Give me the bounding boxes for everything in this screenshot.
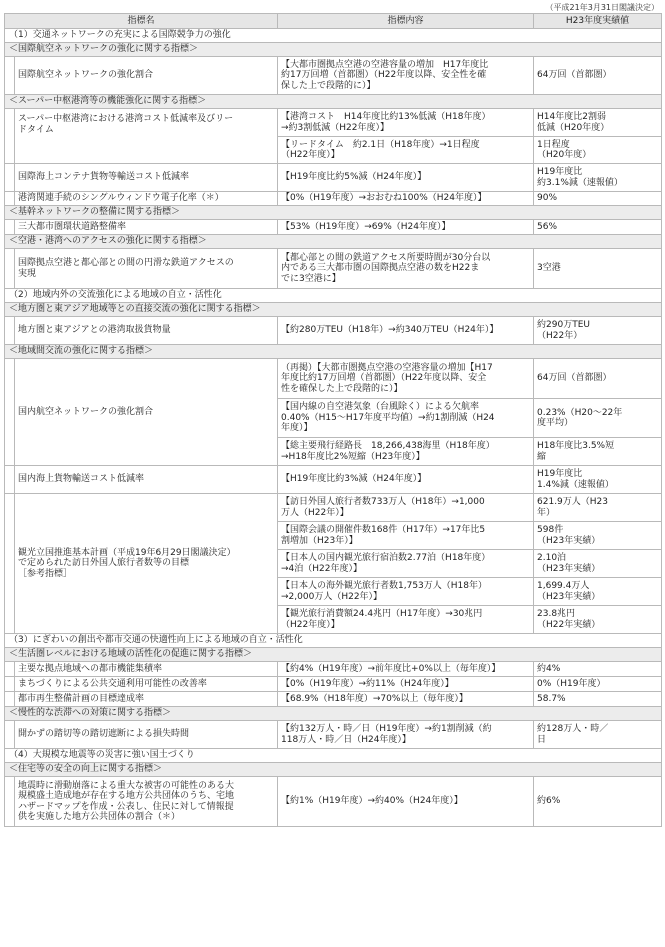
indent-cell bbox=[5, 692, 15, 707]
text-line: 1,699.4万人 bbox=[537, 581, 590, 591]
indent-cell bbox=[5, 359, 15, 466]
indicator-name bbox=[15, 249, 278, 289]
indent-cell bbox=[5, 662, 15, 677]
indicator-value: 0%（H19年度） bbox=[534, 677, 662, 692]
indicator-content: 【68.9%（H18年度）→70%以上（毎年度）】 bbox=[278, 692, 534, 707]
text-line: 供を実施した地方公共団体の割合（＊） bbox=[18, 812, 181, 822]
indicator-content bbox=[278, 57, 534, 95]
text-line: H14年度比2割弱 bbox=[537, 112, 606, 122]
text-line: で定められた訪日外国人旅行者数等の目標 bbox=[18, 558, 190, 569]
subsection-title: ＜スーパー中枢港湾等の機能強化に関する指標＞ bbox=[5, 95, 662, 109]
table-row bbox=[5, 466, 662, 494]
section-row bbox=[5, 634, 662, 648]
indicators-table bbox=[4, 13, 662, 827]
table-row bbox=[5, 109, 662, 137]
table-row bbox=[5, 721, 662, 749]
indicator-content bbox=[278, 550, 534, 578]
subsection-row bbox=[5, 763, 662, 777]
text-line: 2.10泊 bbox=[537, 553, 567, 563]
text-line: 0.23%（H20～22年 bbox=[537, 407, 623, 418]
text-line: 621.9万人（H23 bbox=[537, 497, 609, 507]
indicator-name bbox=[15, 494, 278, 634]
header-name: 指標名 bbox=[5, 14, 278, 29]
text-line: 23.8兆円 bbox=[537, 609, 576, 619]
table-row bbox=[5, 220, 662, 235]
indicator-name: まちづくりによる公共交通利用可能性の改善率 bbox=[15, 677, 278, 692]
text-line: ドタイム bbox=[18, 124, 54, 135]
indicator-value bbox=[534, 721, 662, 749]
indent-cell bbox=[5, 721, 15, 749]
text-line: （再掲）【大都市圏拠点空港の空港容量の増加【H17 bbox=[281, 362, 493, 373]
text-line: 日 bbox=[537, 734, 547, 745]
indicator-name: 国内航空ネットワークの強化割合 bbox=[15, 359, 278, 466]
indicator-content bbox=[278, 249, 534, 289]
indicator-value: 64万回（首都圏） bbox=[534, 57, 662, 95]
text-line: 598件 bbox=[537, 525, 564, 535]
text-line: （H23年実績） bbox=[537, 591, 601, 602]
text-line: 度平均） bbox=[537, 418, 574, 428]
text-line: →4泊（H22年度）】 bbox=[281, 563, 363, 574]
indicator-name: 主要な拠点地域への都市機能集積率 bbox=[15, 662, 278, 677]
section-row bbox=[5, 289, 662, 303]
text-line: （H23年実績） bbox=[537, 563, 601, 574]
text-line: （H23年実績） bbox=[537, 535, 601, 546]
indicator-name: 地方圏と東アジアとの港湾取扱貨物量 bbox=[15, 317, 278, 345]
indicator-content bbox=[278, 109, 534, 137]
text-line: 【リードタイム 約2.1日（H18年度）→1日程度 bbox=[281, 139, 480, 150]
text-line: →2,000万人（H22年）】 bbox=[281, 591, 383, 602]
subsection-title: ＜基幹ネットワークの整備に関する指標＞ bbox=[5, 206, 662, 220]
indicator-name: 港湾関連手続のシングルウィンドウ電子化率（＊） bbox=[15, 192, 278, 206]
indicator-name: 開かずの踏切等の踏切遮断による損失時間 bbox=[15, 721, 278, 749]
indicator-name: 都市再生整備計画の目標達成率 bbox=[15, 692, 278, 707]
table-row bbox=[5, 164, 662, 192]
text-line: 低減（H20年度） bbox=[537, 122, 610, 133]
indicator-value: 約4% bbox=[534, 662, 662, 677]
subsection-row bbox=[5, 303, 662, 317]
subsection-title: ＜慢性的な渋滞への対策に関する指標＞ bbox=[5, 707, 662, 721]
indent-cell bbox=[5, 57, 15, 95]
text-line: 年） bbox=[537, 507, 556, 518]
table-row bbox=[5, 692, 662, 707]
indicator-content bbox=[278, 494, 534, 522]
indicator-content bbox=[278, 606, 534, 634]
text-line: （H20年度） bbox=[537, 150, 592, 160]
section-title: （3）にぎわいの創出や都市交通の快適性向上による地域の自立・活性化 bbox=[5, 634, 662, 648]
indicator-content: 【H19年度比約3%減（H24年度）】 bbox=[278, 466, 534, 494]
indicator-content: 【約4%（H19年度）→前年度比+0%以上（毎年度）】 bbox=[278, 662, 534, 677]
indicator-content bbox=[278, 359, 534, 399]
indicator-value bbox=[534, 606, 662, 634]
text-line: 【観光旅行消費額24.4兆円（H17年度）→30兆円 bbox=[281, 609, 483, 619]
table-row bbox=[5, 249, 662, 289]
text-line: 約3.1%減（速報値） bbox=[537, 177, 623, 188]
text-line: 規模盛土造成地が存在する地方公共団体のうち、宅地 bbox=[18, 791, 235, 801]
table-row bbox=[5, 359, 662, 399]
header-content: 指標内容 bbox=[278, 14, 534, 29]
subsection-row bbox=[5, 235, 662, 249]
text-line: 実現 bbox=[18, 268, 37, 279]
text-line: 万人（H22年）】 bbox=[281, 507, 349, 518]
text-line: 【日本人の海外観光旅行者数1,753万人（H18年） bbox=[281, 581, 488, 591]
text-line: ［参考指標］ bbox=[18, 568, 73, 579]
indicator-value bbox=[534, 399, 662, 438]
subsection-row bbox=[5, 707, 662, 721]
table-row bbox=[5, 317, 662, 345]
indent-cell bbox=[5, 220, 15, 235]
subsection-row bbox=[5, 95, 662, 109]
text-line: （H22年度）】 bbox=[281, 619, 340, 630]
table-row bbox=[5, 777, 662, 827]
indicator-value: 58.7% bbox=[534, 692, 662, 707]
indicator-value bbox=[534, 550, 662, 578]
cabinet-decision-note: （平成21年3月31日閣議決定） bbox=[545, 3, 659, 12]
indicator-content: 【H19年度比約5%減（H24年度）】 bbox=[278, 164, 534, 192]
subsection-row bbox=[5, 345, 662, 359]
indicator-content: 【約1%（H19年度）→約40%（H24年度）】 bbox=[278, 777, 534, 827]
indicator-name: 国際海上コンテナ貨物等輸送コスト低減率 bbox=[15, 164, 278, 192]
text-line: 保した上で段階的に）】 bbox=[281, 80, 376, 91]
text-line: 【日本人の国内観光旅行宿泊数2.77泊（H18年度） bbox=[281, 553, 491, 563]
subsection-row bbox=[5, 43, 662, 57]
indent-cell bbox=[5, 192, 15, 206]
table-row bbox=[5, 494, 662, 522]
text-line: →約3割低減（H22年度）】 bbox=[281, 122, 390, 133]
indicator-content: 【0%（H19年度）→約11%（H24年度）】 bbox=[278, 677, 534, 692]
indicator-value bbox=[534, 466, 662, 494]
indicator-value bbox=[534, 578, 662, 606]
text-line: 年度）】 bbox=[281, 423, 313, 434]
header-row bbox=[5, 14, 662, 29]
table-row bbox=[5, 677, 662, 692]
indicator-content: 【約280万TEU（H18年）→約340万TEU（H24年）】 bbox=[278, 317, 534, 345]
text-line: スーパー中枢港湾における港湾コスト低減率及びリー bbox=[18, 114, 234, 124]
section-title: （1）交通ネットワークの充実による国際競争力の強化 bbox=[5, 29, 662, 43]
text-line: 【総主要飛行経路長 18,266,438海里（H18年度） bbox=[281, 441, 495, 451]
indent-cell bbox=[5, 249, 15, 289]
text-line: 【港湾コスト H14年度比約13%低減（H18年度） bbox=[281, 112, 491, 122]
subsection-row bbox=[5, 206, 662, 220]
indicator-value bbox=[534, 164, 662, 192]
subsection-title: ＜国際航空ネットワークの強化に関する指標＞ bbox=[5, 43, 662, 57]
indicator-name bbox=[15, 777, 278, 827]
indicator-content bbox=[278, 522, 534, 550]
indicator-content bbox=[278, 399, 534, 438]
text-line: 年度比約17万回増（首都圏）（H22年度以降、安全 bbox=[281, 373, 487, 384]
text-line: H19年度比 bbox=[537, 167, 583, 177]
section-title: （4）大規模な地震等の災害に強い国土づくり bbox=[5, 749, 662, 763]
section-row bbox=[5, 749, 662, 763]
section-row bbox=[5, 29, 662, 43]
indent-cell bbox=[5, 164, 15, 192]
text-line: 性を確保した上で段階的に）】 bbox=[281, 383, 403, 394]
indicator-content: 【0%（H19年度）→おおむね100%（H24年度）】 bbox=[278, 192, 534, 206]
subsection-title: ＜生活圏レベルにおける地域の活性化の促進に関する指標＞ bbox=[5, 648, 662, 662]
text-line: ハザードマップを作成・公表し、住民に対して情報提 bbox=[18, 801, 234, 812]
indicator-value bbox=[534, 137, 662, 164]
indent-cell bbox=[5, 777, 15, 827]
indicator-value bbox=[534, 109, 662, 137]
table-row bbox=[5, 662, 662, 677]
text-line: 1.4%減（速報値） bbox=[537, 479, 614, 490]
indent-cell bbox=[5, 109, 15, 164]
text-line: 【大都市圏拠点空港の空港容量の増加 H17年度比 bbox=[281, 59, 489, 70]
text-line: 0.40%（H15～H17年度平均値）→約1割削減（H24 bbox=[281, 412, 495, 423]
header-value: H23年度実績値 bbox=[534, 14, 662, 29]
indicator-value bbox=[534, 522, 662, 550]
text-line: 割増加（H23年）】 bbox=[281, 535, 358, 546]
text-line: 約128万人・時／ bbox=[537, 724, 609, 734]
section-title: （2）地域内外の交流強化による地域の自立・活性化 bbox=[5, 289, 662, 303]
indicator-value: 約6% bbox=[534, 777, 662, 827]
indicator-value: 3空港 bbox=[534, 249, 662, 289]
indicator-name: 三大都市圏環状道路整備率 bbox=[15, 220, 278, 235]
text-line: 内である三大都市圏の国際拠点空港の数をH22ま bbox=[281, 263, 480, 274]
text-line: 【国際会議の開催件数168件（H17年）→17年比5 bbox=[281, 525, 486, 535]
text-line: H18年度比3.5%短 bbox=[537, 441, 615, 451]
indicator-value: 90% bbox=[534, 192, 662, 206]
subsection-title: ＜地方圏と東アジア地域等との直接交流の強化に関する指標＞ bbox=[5, 303, 662, 317]
indicator-name bbox=[15, 109, 278, 164]
table-row bbox=[5, 192, 662, 206]
text-line: （H22年実績） bbox=[537, 619, 601, 630]
text-line: 縮 bbox=[537, 451, 547, 462]
subsection-title: ＜空港・港湾へのアクセスの強化に関する指標＞ bbox=[5, 235, 662, 249]
text-line: でに3空港に】 bbox=[281, 273, 341, 284]
text-line: H19年度比 bbox=[537, 469, 583, 479]
indicator-content bbox=[278, 578, 534, 606]
text-line: 1日程度 bbox=[537, 139, 570, 150]
indicator-value bbox=[534, 317, 662, 345]
indicator-value: 56% bbox=[534, 220, 662, 235]
text-line: 【都心部との間の鉄道アクセス所要時間が30分台以 bbox=[281, 252, 491, 263]
table-row bbox=[5, 57, 662, 95]
subsection-title: ＜地域間交流の強化に関する指標＞ bbox=[5, 345, 662, 359]
text-line: 118万人・時／日（H24年度）】 bbox=[281, 734, 411, 745]
text-line: 観光立国推進基本計画（平成19年6月29日閣議決定） bbox=[18, 547, 236, 558]
indicator-value bbox=[534, 494, 662, 522]
indent-cell bbox=[5, 466, 15, 494]
text-line: （H22年度）】 bbox=[281, 150, 340, 160]
text-line: 【約132万人・時／日（H19年度）→約1割削減（約 bbox=[281, 724, 492, 734]
indent-cell bbox=[5, 317, 15, 345]
indent-cell bbox=[5, 677, 15, 692]
text-line: 約17万回増（首都圏）（H22年度以降、安全性を確 bbox=[281, 70, 487, 81]
subsection-title: ＜住宅等の安全の向上に関する指標＞ bbox=[5, 763, 662, 777]
indicator-name: 国際航空ネットワークの強化割合 bbox=[15, 57, 278, 95]
indicator-content: 【53%（H19年度）→69%（H24年度）】 bbox=[278, 220, 534, 235]
subsection-row bbox=[5, 648, 662, 662]
indent-cell bbox=[5, 494, 15, 634]
indicator-value bbox=[534, 438, 662, 466]
text-line: 【訪日外国人旅行者数733万人（H18年）→1,000 bbox=[281, 497, 485, 507]
text-line: →H18年度比2%短縮（H23年度）】 bbox=[281, 451, 425, 462]
text-line: 【国内線の自空港気象（台風除く）による欠航率 bbox=[281, 402, 480, 413]
text-line: 約290万TEU bbox=[537, 320, 590, 330]
indicator-name: 国内海上貨物輸送コスト低減率 bbox=[15, 466, 278, 494]
indicator-content bbox=[278, 438, 534, 466]
text-line: 地震時に滑動崩落による重大な被害の可能性のある大 bbox=[18, 780, 235, 791]
indicator-content bbox=[278, 137, 534, 164]
text-line: 国際拠点空港と都心部との間の円滑な鉄道アクセスの bbox=[18, 258, 234, 268]
indicator-value: 64万回（首都圏） bbox=[534, 359, 662, 399]
indicator-content bbox=[278, 721, 534, 749]
text-line: （H22年） bbox=[537, 330, 583, 341]
